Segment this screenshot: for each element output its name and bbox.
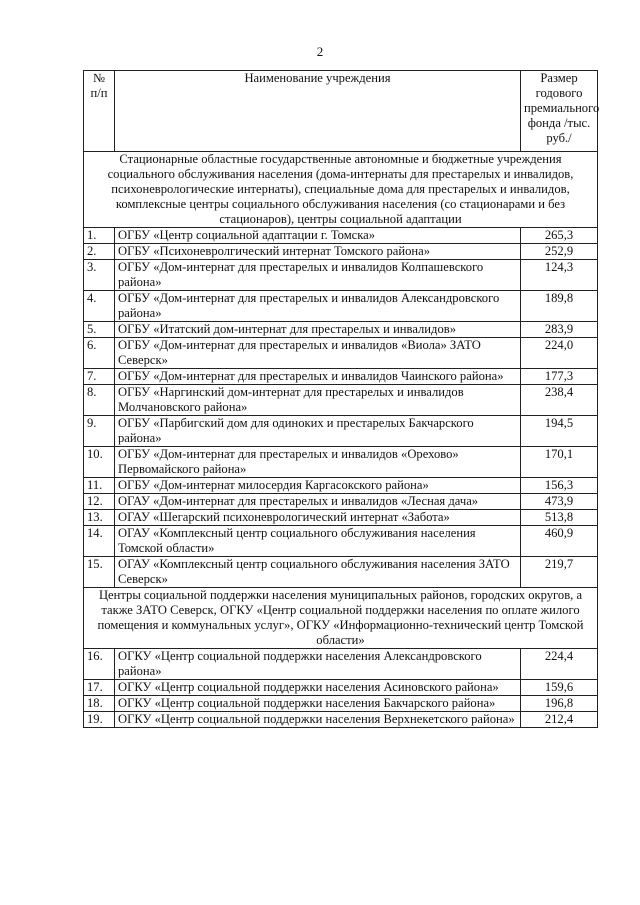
- fund-amount: 238,4: [521, 385, 598, 416]
- institution-name: ОГБУ «Итатский дом-интернат для престарелых и инвалидов»: [115, 322, 521, 338]
- table-row: [84, 416, 598, 447]
- row-number: 6.: [84, 338, 115, 369]
- header-fund: Размер годового премиального фонда /тыс. руб./: [521, 71, 598, 152]
- row-number: 18.: [84, 696, 115, 712]
- fund-amount: 460,9: [521, 526, 598, 557]
- row-number: 1.: [84, 228, 115, 244]
- table-row: [84, 291, 598, 322]
- fund-amount: 219,7: [521, 557, 598, 588]
- fund-amount: 189,8: [521, 291, 598, 322]
- fund-amount: 283,9: [521, 322, 598, 338]
- table-row: [84, 510, 598, 526]
- table-row: [84, 526, 598, 557]
- row-number: 11.: [84, 478, 115, 494]
- institution-name: ОГБУ «Дом-интернат для престарелых и инвалидов «Орехово» Первомайского района»: [115, 447, 521, 478]
- fund-amount: 177,3: [521, 369, 598, 385]
- table-row: [84, 338, 598, 369]
- section-title: Стационарные областные государственные автономные и бюджетные учреждения социального обслуживания населения (дома-интернаты для престарелых и инвалидов, психоневрологические интернаты), специальные дома для престарелых и инвалидов, комплексные центры социального обслуживания населения (со стационарами и без стационаров), центры социальной адаптации: [84, 152, 598, 228]
- section-title: Центры социальной поддержки населения муниципальных районов, городских округов, а также ЗАТО Северск, ОГКУ «Центр социальной поддержки населения по оплате жилого помещения и коммунальных услуг», ОГКУ «Информационно-технический центр Томской области»: [84, 588, 598, 649]
- institution-name: ОГБУ «Дом-интернат для престарелых и инвалидов Александровского района»: [115, 291, 521, 322]
- institution-name: ОГКУ «Центр социальной поддержки населения Бакчарского района»: [115, 696, 521, 712]
- row-number: 14.: [84, 526, 115, 557]
- row-number: 8.: [84, 385, 115, 416]
- table-row: [84, 447, 598, 478]
- row-number: 19.: [84, 712, 115, 728]
- page-number: 2: [316, 44, 324, 59]
- table-row: [84, 696, 598, 712]
- fund-amount: 252,9: [521, 244, 598, 260]
- fund-amount: 265,3: [521, 228, 598, 244]
- table-row: [84, 557, 598, 588]
- row-number: 2.: [84, 244, 115, 260]
- table-row: [84, 244, 598, 260]
- row-number: 5.: [84, 322, 115, 338]
- section-title-row: [84, 152, 598, 228]
- institution-name: ОГКУ «Центр социальной поддержки населения Александровского района»: [115, 649, 521, 680]
- row-number: 3.: [84, 260, 115, 291]
- table-row: [84, 494, 598, 510]
- row-number: 15.: [84, 557, 115, 588]
- institution-name: ОГАУ «Дом-интернат для престарелых и инвалидов «Лесная дача»: [115, 494, 521, 510]
- fund-amount: 159,6: [521, 680, 598, 696]
- table-row: [84, 385, 598, 416]
- institution-name: ОГБУ «Дом-интернат для престарелых и инвалидов Чаинского района»: [115, 369, 521, 385]
- header-name: Наименование учреждения: [115, 71, 521, 152]
- section-title-row: [84, 588, 598, 649]
- table-row: [84, 649, 598, 680]
- row-number: 4.: [84, 291, 115, 322]
- table-row: [84, 478, 598, 494]
- institution-name: ОГБУ «Дом-интернат для престарелых и инвалидов «Виола» ЗАТО Северск»: [115, 338, 521, 369]
- fund-amount: 224,0: [521, 338, 598, 369]
- fund-amount: 124,3: [521, 260, 598, 291]
- institution-name: ОГКУ «Центр социальной поддержки населения Асиновского района»: [115, 680, 521, 696]
- table-row: [84, 228, 598, 244]
- row-number: 13.: [84, 510, 115, 526]
- institution-name: ОГАУ «Шегарский психоневрологический интернат «Забота»: [115, 510, 521, 526]
- header-num: № п/п: [84, 71, 115, 152]
- institution-name: ОГБУ «Дом-интернат милосердия Каргасокского района»: [115, 478, 521, 494]
- institution-name: ОГБУ «Наргинский дом-интернат для престарелых и инвалидов Молчановского района»: [115, 385, 521, 416]
- institution-name: ОГКУ «Центр социальной поддержки населения Верхнекетского района»: [115, 712, 521, 728]
- table-row: [84, 369, 598, 385]
- fund-amount: 196,8: [521, 696, 598, 712]
- table-row: [84, 322, 598, 338]
- institution-name: ОГАУ «Комплексный центр социального обслуживания населения ЗАТО Северск»: [115, 557, 521, 588]
- institution-name: ОГБУ «Дом-интернат для престарелых и инвалидов Колпашевского района»: [115, 260, 521, 291]
- fund-amount: 224,4: [521, 649, 598, 680]
- row-number: 12.: [84, 494, 115, 510]
- fund-amount: 473,9: [521, 494, 598, 510]
- fund-amount: 513,8: [521, 510, 598, 526]
- table-row: [84, 712, 598, 728]
- table-row: [84, 680, 598, 696]
- row-number: 9.: [84, 416, 115, 447]
- premium-fund-table: [83, 70, 598, 728]
- row-number: 10.: [84, 447, 115, 478]
- fund-amount: 212,4: [521, 712, 598, 728]
- header-row: [84, 71, 598, 152]
- row-number: 17.: [84, 680, 115, 696]
- row-number: 16.: [84, 649, 115, 680]
- fund-amount: 194,5: [521, 416, 598, 447]
- institution-name: ОГБУ «Центр социальной адаптации г. Томска»: [115, 228, 521, 244]
- row-number: 7.: [84, 369, 115, 385]
- institution-name: ОГБУ «Психоневролгический интернат Томского района»: [115, 244, 521, 260]
- institution-name: ОГАУ «Комплексный центр социального обслуживания населения Томской области»: [115, 526, 521, 557]
- table-row: [84, 260, 598, 291]
- fund-amount: 170,1: [521, 447, 598, 478]
- fund-amount: 156,3: [521, 478, 598, 494]
- institution-name: ОГБУ «Парбигский дом для одиноких и престарелых Бакчарского района»: [115, 416, 521, 447]
